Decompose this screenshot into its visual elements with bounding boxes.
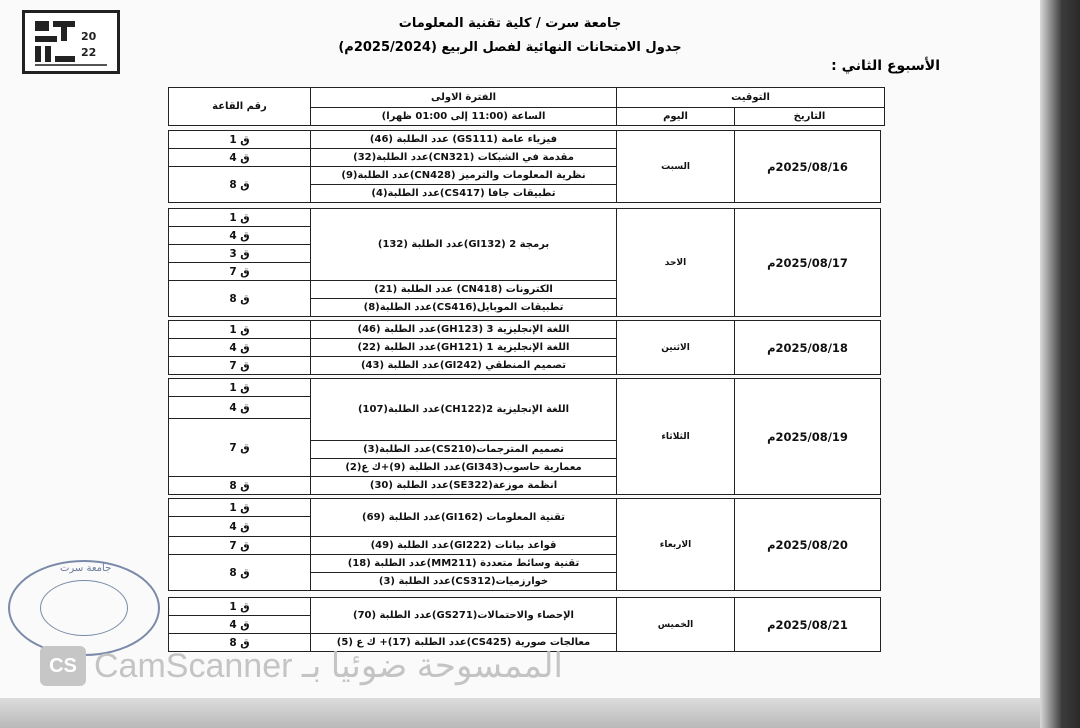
- course-cell: انظمة موزعة(SE322)عدد الطلبة (30): [311, 477, 617, 495]
- day-block-saturday: [168, 130, 881, 203]
- room-cell: ق 8: [169, 281, 311, 317]
- day-block-tuesday: [168, 378, 881, 495]
- course-cell: نظرية المعلومات والترميز (CN428)عدد الطلبة(9): [311, 167, 617, 185]
- room-cell: ق 7: [169, 357, 311, 375]
- course-cell: تطبيقات الموبايل(CS416)عدد الطلبة(8): [311, 299, 617, 317]
- room-header: رقم القاعة: [169, 88, 311, 126]
- time-header: الساعة (11:00 إلى 01:00 ظهرا): [311, 108, 617, 126]
- room-cell: ق 7: [169, 263, 311, 281]
- course-cell: اللغة الإنجليزية 1 (GH121)عدد الطلبة (22): [311, 339, 617, 357]
- course-cell: اللغة الإنجليزية 3 (GH123)عدد الطلبة (46): [311, 321, 617, 339]
- svg-text:20: 20: [81, 30, 97, 43]
- stamp-text: جامعة سرت: [60, 563, 112, 574]
- exam-day: الخميس: [617, 598, 735, 652]
- svg-text:22: 22: [81, 46, 97, 59]
- course-cell: تطبيقات جافا (CS417)عدد الطلبة(4): [311, 185, 617, 203]
- room-cell: ق 4: [169, 397, 311, 419]
- room-cell: ق 4: [169, 227, 311, 245]
- room-cell: ق 1: [169, 131, 311, 149]
- university-heading: جامعة سرت / كلية تقنية المعلومات: [398, 16, 622, 31]
- scan-edge-shadow: [1040, 0, 1080, 728]
- exam-day: الاثنين: [617, 321, 735, 375]
- room-cell: ق 4: [169, 517, 311, 537]
- exam-date: 2025/08/18م: [735, 321, 881, 375]
- day-block-sunday: [168, 208, 881, 317]
- course-cell: تقنية وسائط متعددة (MM211)عدد الطلبة (18): [311, 555, 617, 573]
- room-cell: ق 8: [169, 634, 311, 652]
- day-header: اليوم: [617, 108, 735, 126]
- period-header: الفترة الاولى: [311, 88, 617, 108]
- course-cell: تصميم المترجمات(CS210)عدد الطلبة(3): [311, 441, 617, 459]
- watermark-text: CamScanner الممسوحة ضوئيا بـ: [94, 647, 563, 685]
- room-cell: ق 7: [169, 537, 311, 555]
- course-cell: تقنية المعلومات (GI162)عدد الطلبة (69): [311, 499, 617, 537]
- course-cell: معمارية حاسوب(GI343)عدد الطلبة (9)+ك ع(2): [311, 459, 617, 477]
- room-cell: ق 1: [169, 379, 311, 397]
- timing-header: التوقيت: [617, 88, 885, 108]
- stamp-inner-ring: [40, 580, 128, 636]
- course-cell: معالجات صورية (CS425)عدد الطلبة (17)+ ك ع (5): [311, 634, 617, 652]
- camscanner-watermark: [40, 642, 563, 690]
- exam-day: السبت: [617, 131, 735, 203]
- course-cell: الكترونات (CN418) عدد الطلبة (21): [311, 281, 617, 299]
- exam-date: 2025/08/16م: [735, 131, 881, 203]
- camscanner-icon: CS: [40, 646, 86, 686]
- course-cell: قواعد بيانات (GI222)عدد الطلبة (49): [311, 537, 617, 555]
- room-cell: ق 3: [169, 245, 311, 263]
- room-cell: ق 4: [169, 616, 311, 634]
- course-cell: الإحصاء والاحتمالات(GS271)عدد الطلبة (70): [311, 598, 617, 634]
- room-cell: ق 4: [169, 149, 311, 167]
- room-cell: ق 8: [169, 167, 311, 203]
- course-cell: برمجة 2 (GI132)عدد الطلبة (132): [311, 209, 617, 281]
- exam-day: الاربعاء: [617, 499, 735, 591]
- course-cell: خوارزميات(CS312)عدد الطلبة (3): [311, 573, 617, 591]
- exam-day: الثلاثاء: [617, 379, 735, 495]
- course-cell: فيزياء عامة (GS111) عدد الطلبة (46): [311, 131, 617, 149]
- date-header: التاريخ: [735, 108, 885, 126]
- room-cell: ق 1: [169, 321, 311, 339]
- room-cell: ق 1: [169, 598, 311, 616]
- room-cell: ق 1: [169, 209, 311, 227]
- day-block-wednesday: [168, 498, 881, 591]
- exam-day: الاحد: [617, 209, 735, 317]
- course-cell: اللغة الإنجليزية 2(CH122)عدد الطلبة(107): [311, 379, 617, 441]
- day-block-monday: [168, 320, 881, 375]
- exam-date: 2025/08/20م: [735, 499, 881, 591]
- room-cell: ق 8: [169, 555, 311, 591]
- course-cell: مقدمة في الشبكات (CN321)عدد الطلبة(32): [311, 149, 617, 167]
- room-cell: ق 1: [169, 499, 311, 517]
- faculty-logo: [22, 10, 120, 74]
- course-cell: تصميم المنطقي (GI242)عدد الطلبة (43): [311, 357, 617, 375]
- room-cell: ق 7: [169, 419, 311, 477]
- exam-title: جدول الامتحانات النهائية لفصل الربيع (2025/2024م): [338, 40, 682, 55]
- room-cell: ق 8: [169, 477, 311, 495]
- exam-date: 2025/08/19م: [735, 379, 881, 495]
- week-label: الأسبوع الثاني :: [831, 58, 940, 74]
- room-cell: ق 4: [169, 339, 311, 357]
- exam-date: 2025/08/17م: [735, 209, 881, 317]
- page-bottom-edge: [0, 698, 1050, 728]
- exam-date: 2025/08/21م: [735, 598, 881, 652]
- schedule-header: [168, 87, 885, 126]
